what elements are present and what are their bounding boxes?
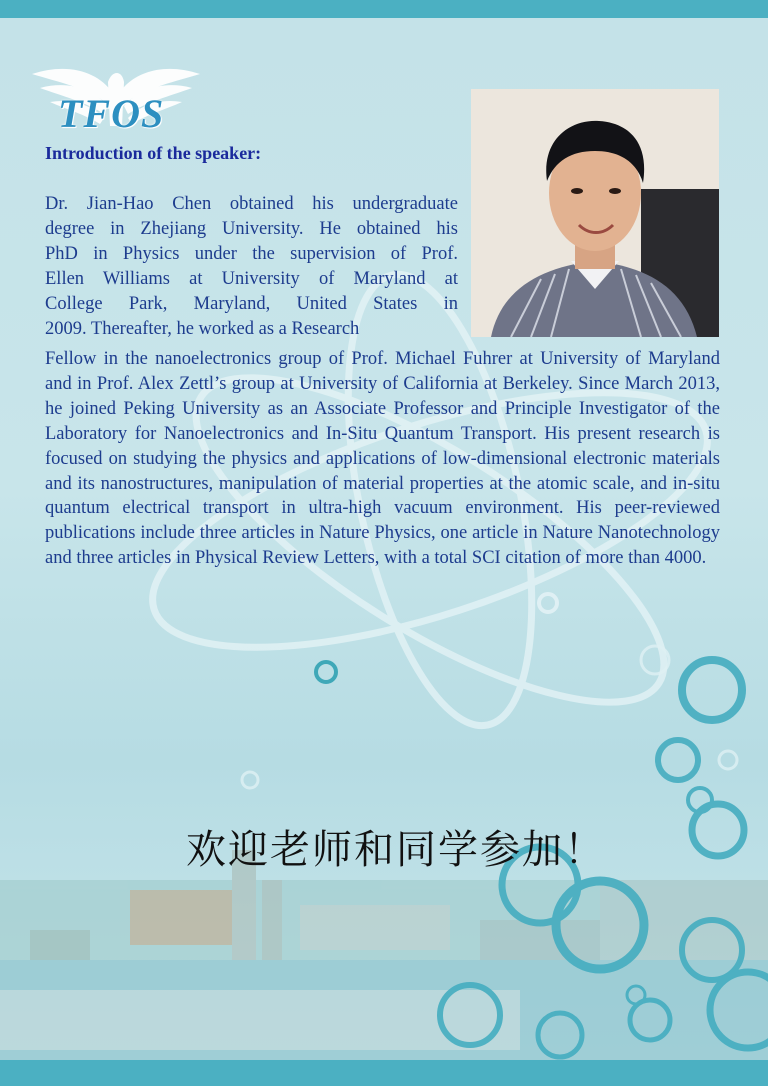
bio-line: degree in Zhejiang University. He obtained his — [45, 218, 458, 239]
bio-line: 2009. Thereafter, he worked as a Research — [45, 318, 360, 339]
speaker-bio-top — [45, 192, 458, 341]
bio-line: Dr. Jian-Hao Chen obtained his undergraduate — [45, 194, 458, 214]
bio-line: Ellen Williams at University of Maryland at — [45, 268, 458, 289]
bio-line: PhD in Physics under the supervision of Prof. — [45, 243, 458, 264]
welcome-message: 欢迎老师和同学参加！ — [186, 827, 606, 873]
bottom-band — [0, 1060, 768, 1086]
speaker-heading: Introduction of the speaker: — [45, 143, 262, 163]
bio-line: College Park, Maryland, United States in — [45, 293, 458, 314]
speaker-bio-rest: Fellow in the nanoelectronics group of Prof. Michael Fuhrer at University of Maryland and in Prof. Alex Zettl’s group at University of California at Berkeley. Since March 2013, he joined Peking University as an Associate Professor and Principle Investigator of the Laboratory for Nanoelectronics and In-Situ Quantum Transport. His present research is focused on studying the physics and applications of low-dimensional electronic materials and its nanostructures, manipulation of material properties at the atomic scale, and in-situ quantum electrical transport in ultra-high vacuum environment. His peer-reviewed publications include three articles in Nature Physics, one article in Nature Nanotechnology and three articles in Physical Review Letters, with a total SCI citation of more than 4000. — [45, 349, 720, 569]
logo-text: TFOS — [58, 91, 165, 136]
speaker-photo — [471, 89, 719, 337]
